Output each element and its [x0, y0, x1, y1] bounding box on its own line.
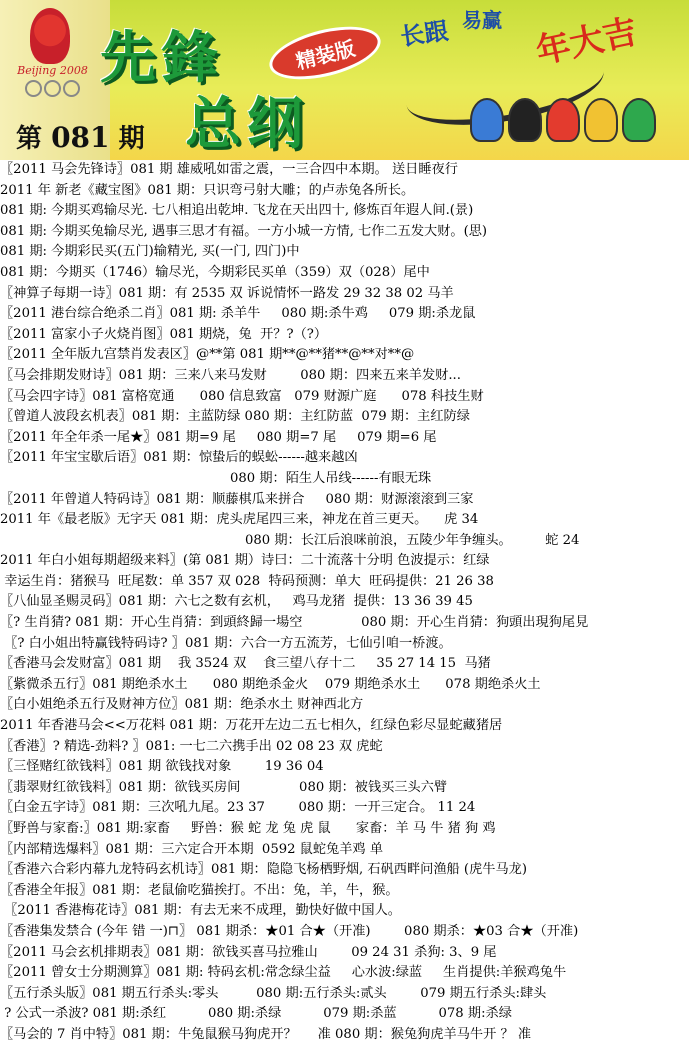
text-line: 〖2011 富家小子火烧肖图〗081 期烧，兔 开？?（?） [0, 326, 328, 342]
text-line: 〖2011 年宝宝歇后语〗081 期：惊蛰后的蜈蚣------越来越凶 [0, 450, 358, 466]
issue-prefix: 第 [16, 124, 43, 154]
text-line: 〖2011 马会先锋诗〗081 期 雄威吼如雷之震，一三合四中本期。 送日睡夜行 [0, 162, 458, 177]
text-line: 〖2011 香港梅花诗〗081 期：有去无来不成理，勤快好做中国人。 [0, 903, 401, 919]
text-line: 〖香港六合彩内幕九龙特码玄机诗〗081 期：隐隐飞杨栖野烟, 石矾西畔问渔船 (虎牛马龙) [0, 862, 527, 878]
text-line: 〖马会四字诗〗081 富格宽通 080 信息致富 079 财源广庭 078 科技生财 [0, 388, 484, 404]
slogan-mid: 长跟 [398, 15, 451, 52]
text-line: 〖香港集发禁合 (今年 错 一)⊓〗 081 期杀：★01 合★（开准) 080 期杀：★03 合★（开准) [0, 923, 579, 939]
text-line: 2011 年《最老版》无字天 081 期：虎头虎尾四三来，神龙在首三更天。 虎 34 [0, 512, 479, 528]
text-line: 〖马会的 7 肖中特〗081 期：牛兔鼠猴马狗虎开？ 准 080 期：猴兔狗虎羊马牛开 ？ 准 [0, 1026, 532, 1042]
text-line: 〖翡翠财红欲钱料〗081 期：欲钱买房间 080 期：被钱买三头六臂 [0, 779, 448, 795]
text-line: 〖马会排期发财诗〗081 期：三来八来马发财 080 期：四来五来羊发财... [0, 367, 461, 383]
issue-number-value: 081 [51, 121, 110, 154]
text-line: 〖紫微杀五行〗081 期绝杀水土 080 期绝杀金火 079 期绝杀水土 078 期绝杀火土 [0, 676, 541, 692]
mascot-icon [508, 98, 542, 142]
text-line: 〖2011 年全年杀一尾★〗081 期=9 尾 080 期=7 尾 079 期=6 尾 [0, 429, 437, 445]
text-line: 〖野兽与家畜:〗081 期:家畜 野兽：猴 蛇 龙 兔 虎 鼠 家畜：羊 马 牛 猪 狗 鸡 [0, 821, 496, 836]
header-banner [0, 0, 689, 160]
olympic-rings-icon [10, 80, 95, 97]
text-line: 〖五行杀头版〗081 期五行杀头:零头 080 期:五行杀头:贰头 079 期五行杀头:肆头 [0, 985, 547, 1001]
text-line: 2011 年白小姐每期超级来料〗(第 081 期）诗曰：二十流落十分明 色波提示：红绿 [0, 553, 490, 569]
olympic-caption: Beijing 2008 [17, 64, 88, 77]
text-line: 〖香港〗? 精选-劲料? 〗081: 一七二六携手出 02 08 23 双 虎蛇 [0, 738, 383, 754]
text-line: 081 期：今期买（1746）输尽光，今期彩民买单（359）双（028）尾中 [0, 264, 430, 280]
text-line: 081 期: 今期彩民买(五门)输精光, 买(一门, 四门)中 [0, 244, 300, 260]
text-line: 081 期: 今期买鸡输尽光. 七八相追出乾坤. 飞龙在天出四十, 修炼百年遐人间.(景) [0, 203, 474, 219]
text-line: 〖香港全年报〗081 期：老鼠偷吃猫挨打。不出：兔，羊，牛，猴。 [0, 882, 399, 898]
slogan-big: 年大吉 [532, 11, 641, 73]
banner-title-top: 先鋒 [100, 25, 224, 91]
mascot-icon [546, 98, 580, 142]
text-line: 081 期: 今期买兔输尽光, 遇事三思才有福。一方小城一方情, 七作二五发大财。(思) [0, 223, 488, 239]
mascot-icon [470, 98, 504, 142]
text-line: 〖2011 年曾道人特码诗〗081 期：顺藤棋瓜来拼合 080 期：财源滚滚到三家 [0, 491, 474, 507]
olympic-logo [10, 8, 95, 97]
text-line: 〖曾道人波段玄机表〗081 期：主蓝防绿 080 期：主红防蓝 079 期：主红防绿 [0, 409, 470, 425]
issue-number [16, 118, 145, 155]
text-line: 2011 年 新老《藏宝图》081 期：只识弯弓射大雕；的卢赤兔各所长。 [0, 182, 415, 198]
slogan-small: 易赢 [462, 8, 502, 32]
text-line: 〖2011 马会玄机排期表〗081 期：欲钱买喜马拉雅山 09 24 31 杀狗: 3、9 尾 [0, 944, 497, 960]
mascots-group [470, 98, 656, 142]
predictions-list [0, 160, 689, 1042]
text-line: 〖? 白小姐出特赢钱特码诗? 〗081 期：六合一方五流芳，七仙引咱一桥渡。 [0, 635, 452, 651]
edition-badge: 精装版 [264, 17, 386, 89]
text-line: 幸运生肖：猪猴马 旺尾数：单 357 双 028 特码预测：单大 旺码提供：21 26 38 [0, 573, 494, 589]
text-line: 〖2011 曾女士分期测算〗081 期: 特码玄机:常念绿尘益 心水波:绿蓝 生肖提供:羊猴鸡兔牛 [0, 965, 567, 981]
olympic-emblem-icon [30, 8, 70, 64]
text-line: 080 期：长江后浪咪前浪，五陵少年争缠头。 蛇 24 [245, 532, 580, 548]
text-line: 〖2011 港台综合绝杀二肖〗081 期: 杀羊牛 080 期:杀牛鸡 079 期:杀龙鼠 [0, 306, 476, 322]
mascot-icon [622, 98, 656, 142]
text-line: 〖三怪赌红欲钱料〗081 期 欲钱找对象 19 36 04 [0, 759, 324, 775]
text-line: 〖白小姐绝杀五行及财神方位〗081 期：绝杀水土 财神西北方 [0, 697, 364, 713]
text-line: 2011 年香港马会<<万花料 081 期：万花开左边二五七相久，红绿色彩尽显蛇藏猪居 [0, 718, 503, 734]
mascot-icon [584, 98, 618, 142]
text-line: 〖神算子每期一诗〗081 期：有 2535 双 诉说情怀一路发 29 32 38 02 马羊 [0, 285, 454, 301]
text-line: 〖内部精选爆料〗081 期：三六定合开本期 0592 鼠蛇兔羊鸡 单 [0, 841, 384, 857]
text-line: 〖2011 全年版九宫禁肖发表区〗@**第 081 期**@**猪**@**对**@ [0, 347, 415, 363]
text-line: 〖香港马会发财富〗081 期 我 3524 双 食三望八存十二 35 27 14 15 马猪 [0, 656, 491, 672]
text-line: 080 期：陌生人吊线------有眼无珠 [230, 470, 432, 486]
text-line: ? 公式一杀波? 081 期:杀红 080 期:杀绿 079 期:杀蓝 078 期:杀绿 [0, 1006, 512, 1022]
banner-title-bottom: 总纲 [185, 91, 309, 157]
text-line: 〖白金五字诗〗081 期：三次吼九尾。23 37 080 期：一开三定合。 11 24 [0, 800, 476, 816]
issue-suffix: 期 [118, 124, 145, 154]
text-line: 〖? 生肖猜? 081 期：开心生肖猜：到頭終歸一場空 080 期：开心生肖猜：狗頭出現狗尾見 [0, 615, 589, 631]
text-line: 〖八仙显圣赐灵码〗081 期：六七之数有玄机， 鸡马龙猪 提供：13 36 39 45 [0, 594, 473, 610]
